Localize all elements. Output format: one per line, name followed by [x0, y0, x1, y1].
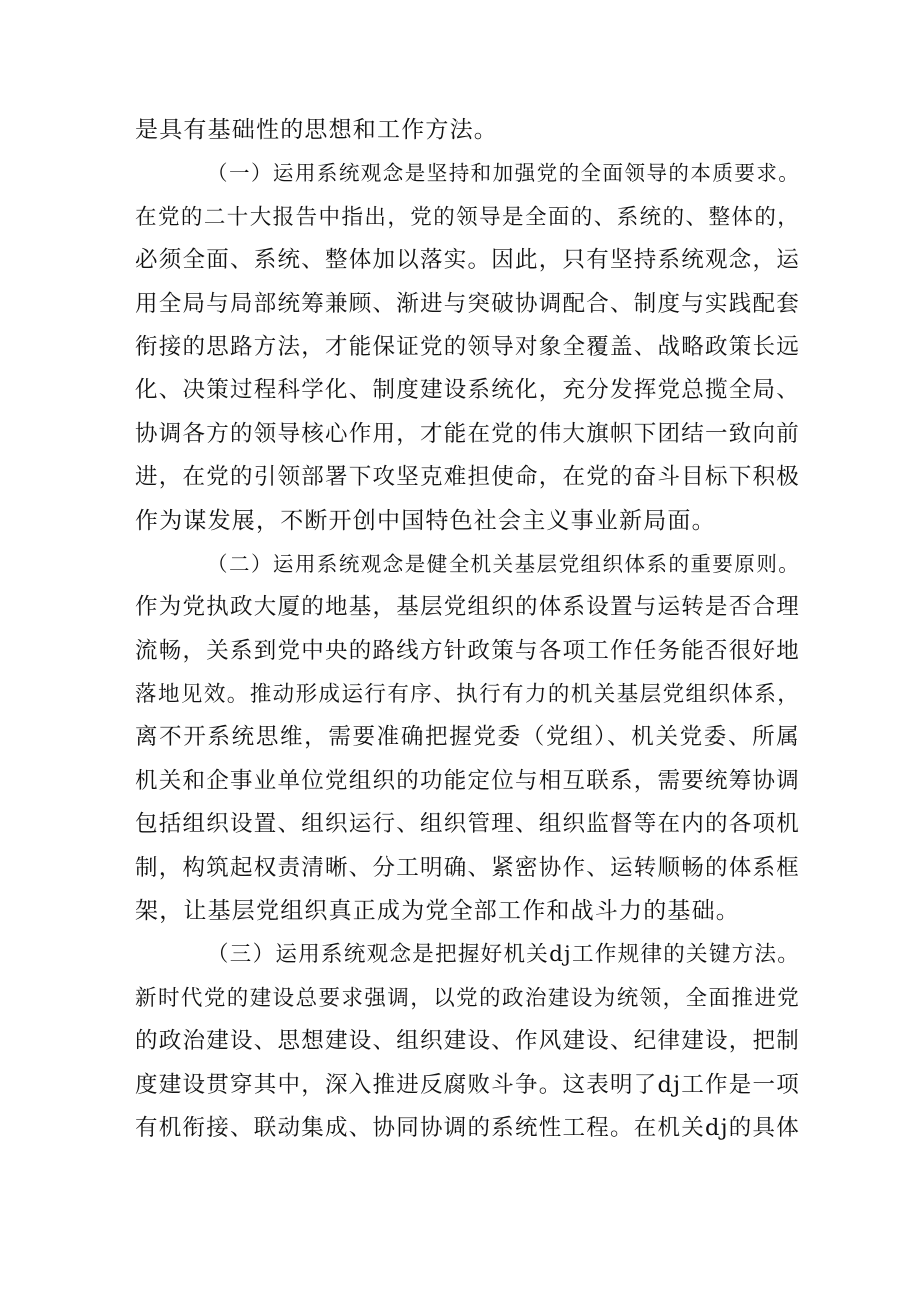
text-line: 新时代党的建设总要求强调，以党的政治建设为统领，全面推进党 — [135, 985, 800, 1011]
text-line: 协调各方的领导核心作用，才能在党的伟大旗帜下团结一致向前 — [135, 420, 800, 447]
text-line: 离不开系统思维，需要准确把握党委（党组）、机关党委、所属 — [135, 724, 800, 751]
text-line: 架，让基层党组织真正成为党全部工作和战斗力的基础。 — [135, 898, 740, 925]
text-line: 流畅，关系到党中央的路线方针政策与各项工作任务能否很好地 — [135, 637, 800, 664]
text-line: （三）运用系统观念是把握好机关dj工作规律的关键方法。 — [207, 942, 800, 968]
text-line: 度建设贯穿其中，深入推进反腐败斗争。这表明了dj工作是一项 — [135, 1071, 800, 1098]
text-line: 落地见效。推动形成运行有序、执行有力的机关基层党组织体系， — [135, 682, 800, 708]
text-line: 化、决策过程科学化、制度建设系统化，充分发挥党总揽全局、 — [135, 377, 800, 404]
text-line: （一）运用系统观念是坚持和加强党的全面领导的本质要求。 — [207, 161, 800, 186]
text-line: 机关和企事业单位党组织的功能定位与相互联系，需要统筹协调 — [135, 767, 800, 794]
text-line: 在党的二十大报告中指出，党的领导是全面的、系统的、整体的， — [135, 204, 800, 230]
text-line: 衔接的思路方法，才能保证党的领导对象全覆盖、战略政策长远 — [135, 333, 800, 360]
text-line: 有机衔接、联动集成、协同协调的系统性工程。在机关dj的具体 — [135, 1114, 800, 1141]
document-body — [135, 109, 800, 1150]
text-line: 是具有基础性的思想和工作方法。 — [135, 117, 498, 143]
text-line: 用全局与局部统筹兼顾、渐进与突破协调配合、制度与实践配套 — [135, 290, 800, 317]
text-line: 作为党执政大厦的地基，基层党组织的体系设置与运转是否合理 — [135, 594, 800, 621]
text-line: 的政治建设、思想建设、组织建设、作风建设、纪律建设，把制 — [135, 1028, 800, 1055]
text-line: （二）运用系统观念是健全机关基层党组织体系的重要原则。 — [207, 551, 800, 576]
text-line: 制，构筑起权责清晰、分工明确、紧密协作、运转顺畅的体系框 — [135, 854, 800, 881]
text-line: 包括组织设置、组织运行、组织管理、组织监督等在内的各项机 — [135, 811, 800, 838]
text-line: 进，在党的引领部署下攻坚克难担使命，在党的奋斗目标下积极 — [135, 464, 800, 491]
text-line: 必须全面、系统、整体加以落实。因此，只有坚持系统观念，运 — [135, 247, 800, 274]
text-line: 作为谋发展，不断开创中国特色社会主义事业新局面。 — [135, 507, 716, 534]
